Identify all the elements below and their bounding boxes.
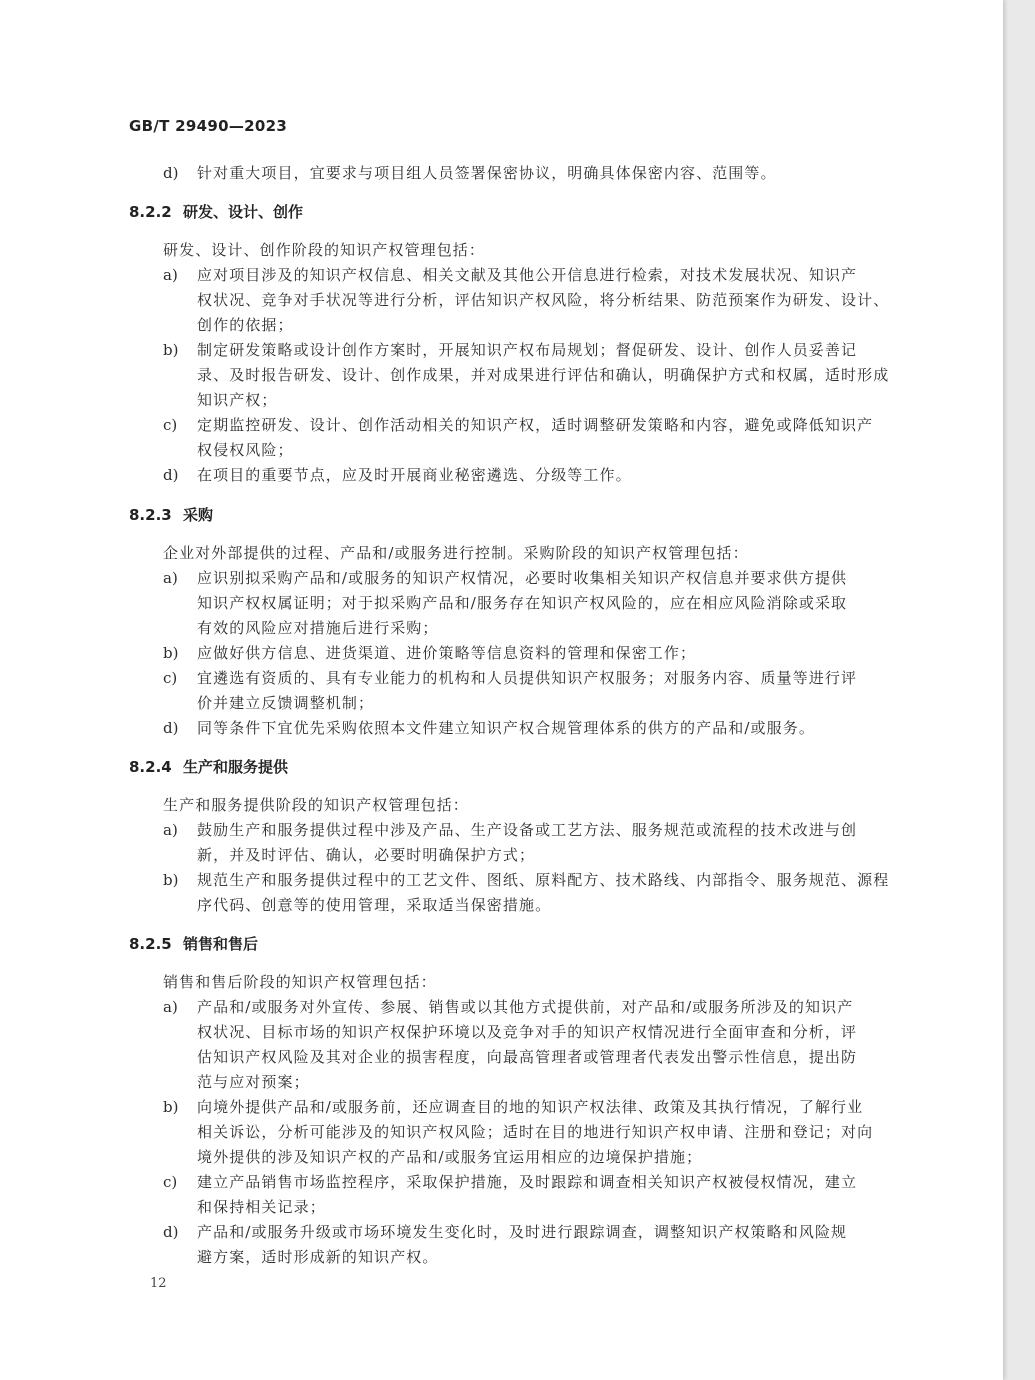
list-item-line: 应做好供方信息、进货渠道、进价策略等信息资料的管理和保密工作； bbox=[197, 644, 697, 662]
section-intro: 企业对外部提供的过程、产品和/或服务进行控制。采购阶段的知识产权管理包括： bbox=[163, 544, 749, 562]
list-item-marker: a) bbox=[163, 569, 178, 587]
list-item-line: 产品和/或服务升级或市场环境发生变化时，及时进行跟踪调查，调整知识产权策略和风险规 bbox=[197, 1223, 848, 1241]
list-item-line: 建立产品销售市场监控程序，采取保护措施，及时跟踪和调查相关知识产权被侵权情况，建立 bbox=[197, 1173, 858, 1191]
list-item-line: 宜遴选有资质的、具有专业能力的机构和人员提供知识产权服务；对服务内容、质量等进行评 bbox=[197, 669, 858, 687]
list-item-line: 应识别拟采购产品和/或服务的知识产权情况，必要时收集相关知识产权信息并要求供方提供 bbox=[197, 569, 848, 587]
section-title: 采购 bbox=[183, 506, 214, 524]
section-title: 研发、设计、创作 bbox=[183, 203, 304, 221]
list-item-marker: d) bbox=[163, 466, 179, 484]
list-item-line: 权状况、目标市场的知识产权保护环境以及竞争对手的知识产权情况进行全面审查和分析，评 bbox=[197, 1023, 858, 1041]
list-item-line: 相关诉讼，分析可能涉及的知识产权风险；适时在目的地进行知识产权申请、注册和登记；对向 bbox=[197, 1123, 874, 1141]
list-item-line: 规范生产和服务提供过程中的工艺文件、图纸、原料配方、技术路线、内部指令、服务规范、源程 bbox=[197, 871, 890, 889]
list-item-line: 创作的依据； bbox=[197, 316, 294, 334]
section-number: 8.2.3 bbox=[129, 506, 172, 524]
list-item-line: 同等条件下宜优先采购依照本文件建立知识产权合规管理体系的供方的产品和/或服务。 bbox=[197, 719, 815, 737]
list-item-line: 鼓励生产和服务提供过程中涉及产品、生产设备或工艺方法、服务规范或流程的技术改进与创 bbox=[197, 821, 858, 839]
list-item-marker: d) bbox=[163, 719, 179, 737]
list-item-line: 定期监控研发、设计、创作活动相关的知识产权，适时调整研发策略和内容，避免或降低知识产 bbox=[197, 416, 874, 434]
list-item-line: 境外提供的涉及知识产权的产品和/或服务宜运用相应的边境保护措施； bbox=[197, 1148, 703, 1166]
section-intro: 研发、设计、创作阶段的知识产权管理包括： bbox=[163, 241, 486, 259]
list-item-marker: a) bbox=[163, 821, 178, 839]
list-item-line: 有效的风险应对措施后进行采购； bbox=[197, 619, 439, 637]
standard-header: GB/T 29490—2023 bbox=[129, 117, 288, 135]
list-item-marker: c) bbox=[163, 1173, 178, 1191]
section-intro: 销售和售后阶段的知识产权管理包括： bbox=[163, 973, 437, 991]
list-item-marker: b) bbox=[163, 871, 179, 889]
list-item-line: 范与应对预案； bbox=[197, 1073, 310, 1091]
list-item-line: 避方案，适时形成新的知识产权。 bbox=[197, 1248, 439, 1266]
section-number: 8.2.5 bbox=[129, 935, 172, 953]
list-item-line: 新，并及时评估、确认，必要时明确保护方式； bbox=[197, 846, 536, 864]
section-heading bbox=[129, 934, 258, 954]
list-item-line: 制定研发策略或设计创作方案时，开展知识产权布局规划；督促研发、设计、创作人员妥善记 bbox=[197, 341, 858, 359]
list-item-line: 价并建立反馈调整机制； bbox=[197, 694, 375, 712]
list-item-line: 估知识产权风险及其对企业的损害程度，向最高管理者或管理者代表发出警示性信息，提出防 bbox=[197, 1048, 858, 1066]
list-item-line: 知识产权； bbox=[197, 391, 278, 409]
section-title: 销售和售后 bbox=[183, 935, 259, 953]
list-item-marker: d) bbox=[163, 1223, 179, 1241]
list-item-marker: a) bbox=[163, 266, 178, 284]
section-title: 生产和服务提供 bbox=[183, 758, 289, 776]
section-intro: 生产和服务提供阶段的知识产权管理包括： bbox=[163, 796, 469, 814]
list-item-line: 应对项目涉及的知识产权信息、相关文献及其他公开信息进行检索，对技术发展状况、知识产 bbox=[197, 266, 858, 284]
list-item-line: 权侵权风险； bbox=[197, 441, 294, 459]
section-heading bbox=[129, 505, 213, 525]
section-heading bbox=[129, 202, 303, 222]
list-item-line: 在项目的重要节点，应及时开展商业秘密遴选、分级等工作。 bbox=[197, 466, 632, 484]
list-item-marker: a) bbox=[163, 998, 178, 1016]
list-item-marker: b) bbox=[163, 341, 179, 359]
list-item-marker: b) bbox=[163, 644, 179, 662]
list-item-line: 向境外提供产品和/或服务前，还应调查目的地的知识产权法律、政策及其执行情况，了解行业 bbox=[197, 1098, 864, 1116]
list-item-line: 和保持相关记录； bbox=[197, 1198, 326, 1216]
page-number: 12 bbox=[150, 1276, 167, 1291]
list-item-line: 产品和/或服务对外宣传、参展、销售或以其他方式提供前，对产品和/或服务所涉及的知识产 bbox=[197, 998, 854, 1016]
section-heading bbox=[129, 757, 288, 777]
list-item-marker: c) bbox=[163, 416, 178, 434]
list-item-line: 序代码、创意等的使用管理，采取适当保密措施。 bbox=[197, 896, 552, 914]
list-item-line: 权状况、竞争对手状况等进行分析，评估知识产权风险，将分析结果、防范预案作为研发、设计、 bbox=[197, 291, 890, 309]
list-item-line: 知识产权权属证明；对于拟采购产品和/服务存在知识产权风险的，应在相应风险消除或采取 bbox=[197, 594, 848, 612]
section-number: 8.2.2 bbox=[129, 203, 172, 221]
list-item-marker: d) bbox=[163, 164, 179, 182]
list-item-line: 针对重大项目，宜要求与项目组人员签署保密协议，明确具体保密内容、范围等。 bbox=[197, 164, 777, 182]
list-item-marker: c) bbox=[163, 669, 178, 687]
list-item-marker: b) bbox=[163, 1098, 179, 1116]
list-item-line: 录、及时报告研发、设计、创作成果，并对成果进行评估和确认，明确保护方式和权属，适时形成 bbox=[197, 366, 890, 384]
section-number: 8.2.4 bbox=[129, 758, 172, 776]
